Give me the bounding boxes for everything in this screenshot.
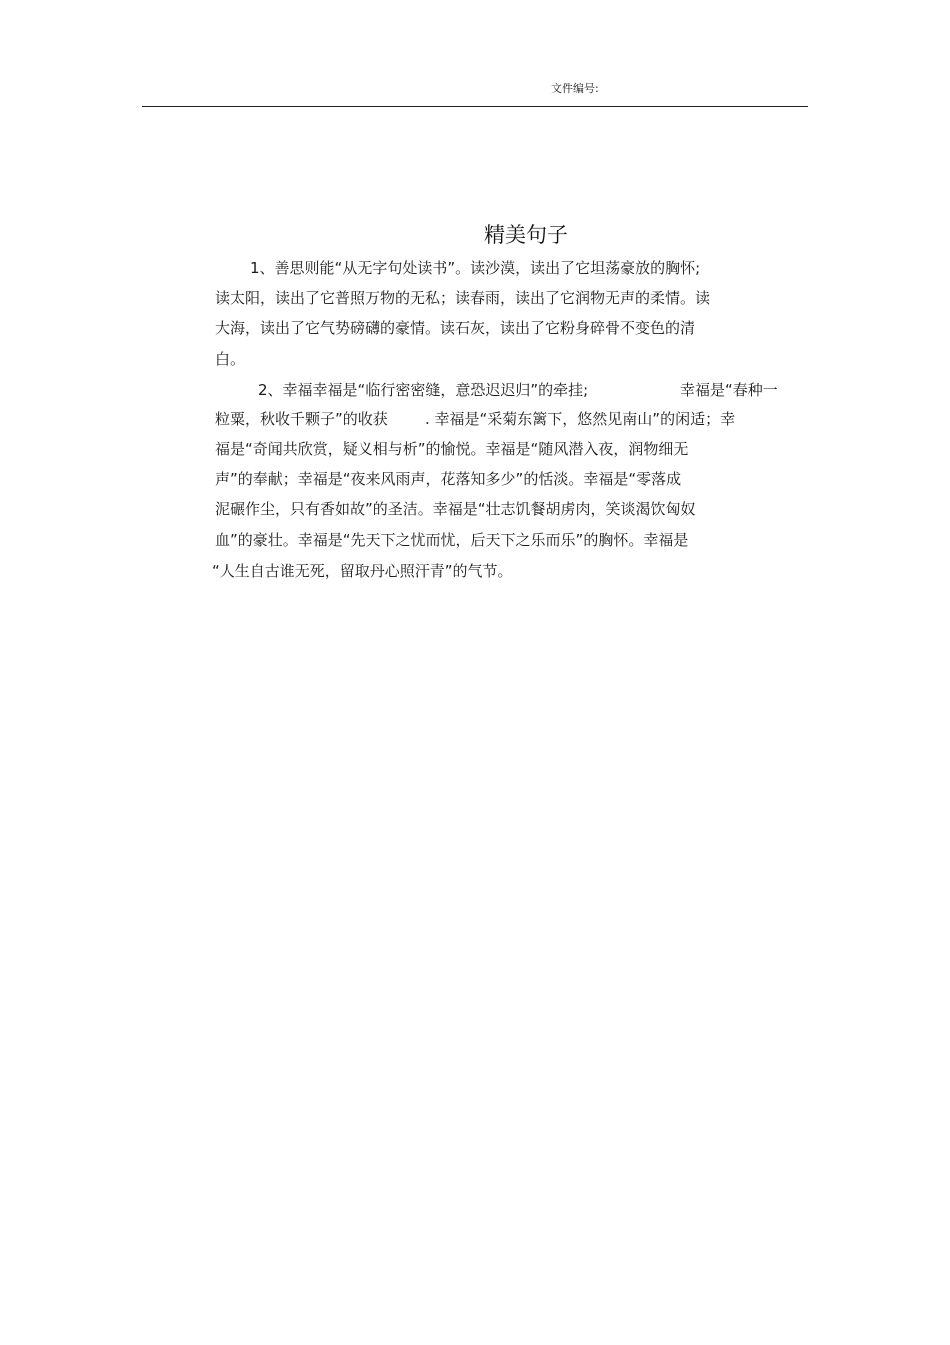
text-line: 读太阳，读出了它普照万物的无私；读春雨，读出了它润物无声的柔情。读 <box>215 289 711 307</box>
text-line: 泥碾作尘，只有香如故”的圣洁。幸福是“壮志饥餐胡虏肉，笑谈渴饮匈奴 <box>215 500 696 518</box>
text-line: 2、幸福幸福是“临行密密缝，意恐迟迟归”的牵挂; <box>258 381 589 399</box>
page-title: 精美句子 <box>484 223 568 247</box>
text-line: 粒粟，秋收千颗子”的收获 <box>215 410 388 428</box>
header-rule <box>142 106 808 107</box>
text-line: 白。 <box>215 350 246 368</box>
text-line: 福是“奇闻共欣赏，疑义相与析”的愉悦。幸福是“随风潜入夜，润物细无 <box>215 440 689 458</box>
text-line: 幸福是“春种一 <box>680 381 778 399</box>
doc-number-label: 文件编号: <box>551 82 599 95</box>
text-line: 大海，读出了它气势磅礴的豪情。读石灰，读出了它粉身碎骨不变色的清 <box>215 319 696 337</box>
text-line: 1、善思则能“从无字句处读书”。读沙漠，读出了它坦荡豪放的胸怀; <box>250 259 701 277</box>
text-line: . 幸福是“采菊东篱下，悠然见南山”的闲适；幸 <box>425 410 736 428</box>
text-line: “人生自古谁无死，留取丹心照汗青”的气节。 <box>212 562 513 580</box>
text-line: 血”的豪壮。幸福是“先天下之忧而忧，后天下之乐而乐”的胸怀。幸福是 <box>215 531 689 549</box>
text-line: 声”的奉献；幸福是“夜来风雨声，花落知多少”的恬淡。幸福是“零落成 <box>215 470 682 488</box>
